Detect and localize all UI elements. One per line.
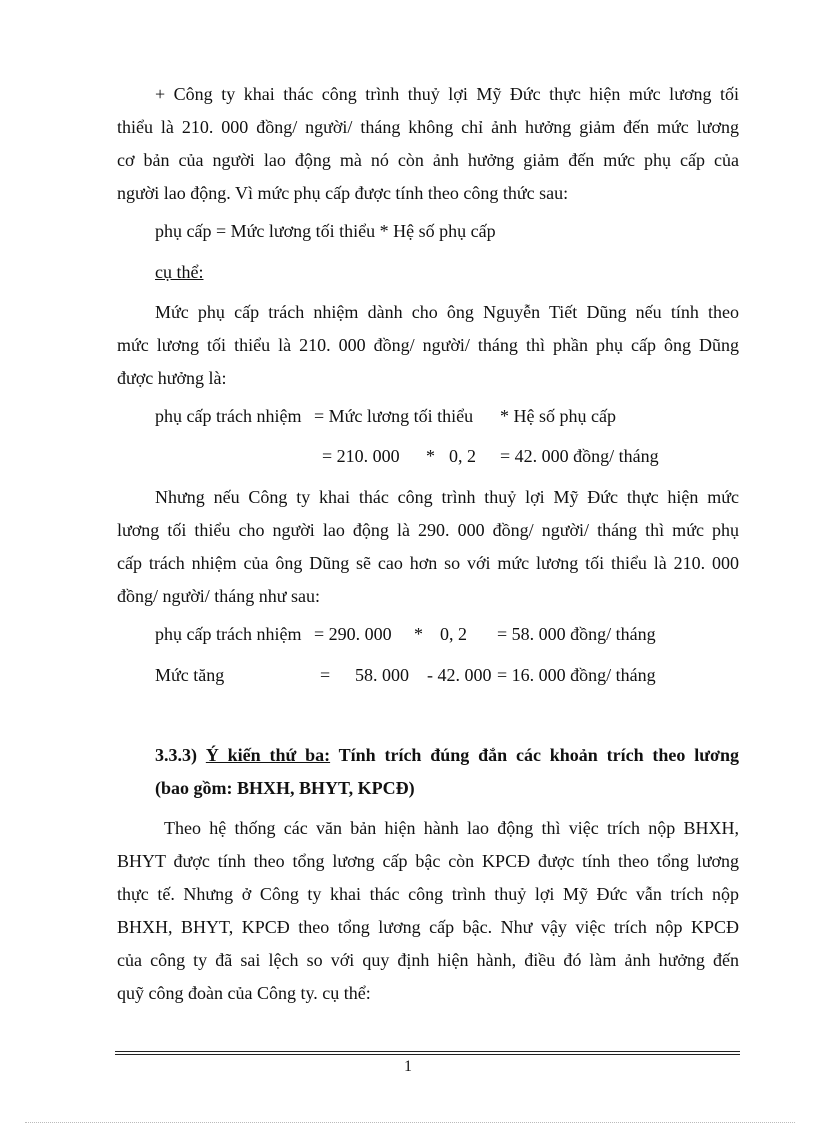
page-number: 1 <box>404 1058 412 1075</box>
para4-line-1: Theo hệ thống các văn bản hiện hành lao động thì việc trích nộp BHXH, <box>164 818 739 838</box>
calc3-minus: - 42. 000 <box>427 665 492 685</box>
section-heading-line-2: (bao gồm: BHXH, BHYT, KPCĐ) <box>155 778 415 798</box>
para3-line-1: Nhưng nếu Công ty khai thác công trình thuỷ lợi Mỹ Đức thực hiện mức <box>155 487 739 507</box>
formula-allowance: phụ cấp = Mức lương tối thiểu * Hệ số phụ cấp <box>155 221 496 241</box>
section-title: Tính trích đúng đắn các khoản trích theo lương <box>338 745 739 765</box>
calc1-times: * <box>426 446 435 466</box>
para1-line-3: cơ bản của người lao động mà nó còn ảnh hưởng giảm đến mức phụ cấp của <box>117 150 739 170</box>
calc1-label: phụ cấp trách nhiệm <box>155 406 302 426</box>
footer-rule-bottom <box>115 1054 740 1055</box>
section-heading-line-1 <box>155 745 739 766</box>
example-label: cụ thể: <box>155 262 204 282</box>
para2-line-1: Mức phụ cấp trách nhiệm dành cho ông Nguyễn Tiết Dũng nếu tính theo <box>155 302 739 322</box>
calc2-value2: 0, 2 <box>440 624 467 644</box>
calc3-value1: 58. 000 <box>355 665 409 685</box>
calc3-label: Mức tăng <box>155 665 225 685</box>
para2-line-3: được hưởng là: <box>117 368 227 388</box>
para4-line-2: BHYT được tính theo tổng lương cấp bậc còn KPCĐ được tính theo tổng lương <box>117 851 739 871</box>
calc2-result: = 58. 000 đồng/ tháng <box>497 624 656 644</box>
para1-line-1: + Công ty khai thác công trình thuỷ lợi Mỹ Đức thực hiện mức lương tối <box>155 84 739 104</box>
para2-line-2: mức lương tối thiểu là 210. 000 đồng/ người/ tháng thì phần phụ cấp ông Dũng <box>117 335 739 355</box>
para4-line-5: của công ty đã sai lệch so với quy định hiện hành, điều đó làm ảnh hưởng đến <box>117 950 739 970</box>
calc2-label: phụ cấp trách nhiệm <box>155 624 302 644</box>
calc1-op: * Hệ số phụ cấp <box>500 406 616 426</box>
calc1-eq: = Mức lương tối thiểu <box>314 406 474 426</box>
para3-line-2: lương tối thiểu cho người lao động là 290. 000 đồng/ người/ tháng thì mức phụ <box>117 520 739 540</box>
para1-line-4: người lao động. Vì mức phụ cấp được tính theo công thức sau: <box>117 183 569 203</box>
calc2-value1: = 290. 000 <box>314 624 392 644</box>
calc2-times: * <box>414 624 423 644</box>
calc1-value1: = 210. 000 <box>322 446 400 466</box>
calc1-value2: 0, 2 <box>449 446 476 466</box>
para4-line-3: thực tế. Nhưng ở Công ty khai thác công trình thuỷ lợi Mỹ Đức vẫn trích nộp <box>117 884 739 904</box>
calc1-result: = 42. 000 đồng/ tháng <box>500 446 659 466</box>
para4-line-4: BHXH, BHYT, KPCĐ theo tổng lương cấp bậc. Như vậy việc trích nộp KPCĐ <box>117 917 739 937</box>
footer-rule-top <box>115 1051 740 1052</box>
para3-line-3: cấp trách nhiệm của ông Dũng sẽ cao hơn so với mức lương tối thiểu là 210. 000 <box>117 553 739 573</box>
section-number: 3.3.3) <box>155 745 197 765</box>
calc3-eq: = <box>320 665 331 685</box>
calc3-result: = 16. 000 đồng/ tháng <box>497 665 656 685</box>
section-label: Ý kiến thứ ba: <box>205 745 331 765</box>
para1-line-2: thiểu là 210. 000 đồng/ người/ tháng không chỉ ảnh hưởng giảm đến mức lương <box>117 117 739 137</box>
para3-line-4: đồng/ người/ tháng như sau: <box>117 586 321 606</box>
para4-line-6: quỹ công đoàn của Công ty. cụ thể: <box>117 983 371 1003</box>
